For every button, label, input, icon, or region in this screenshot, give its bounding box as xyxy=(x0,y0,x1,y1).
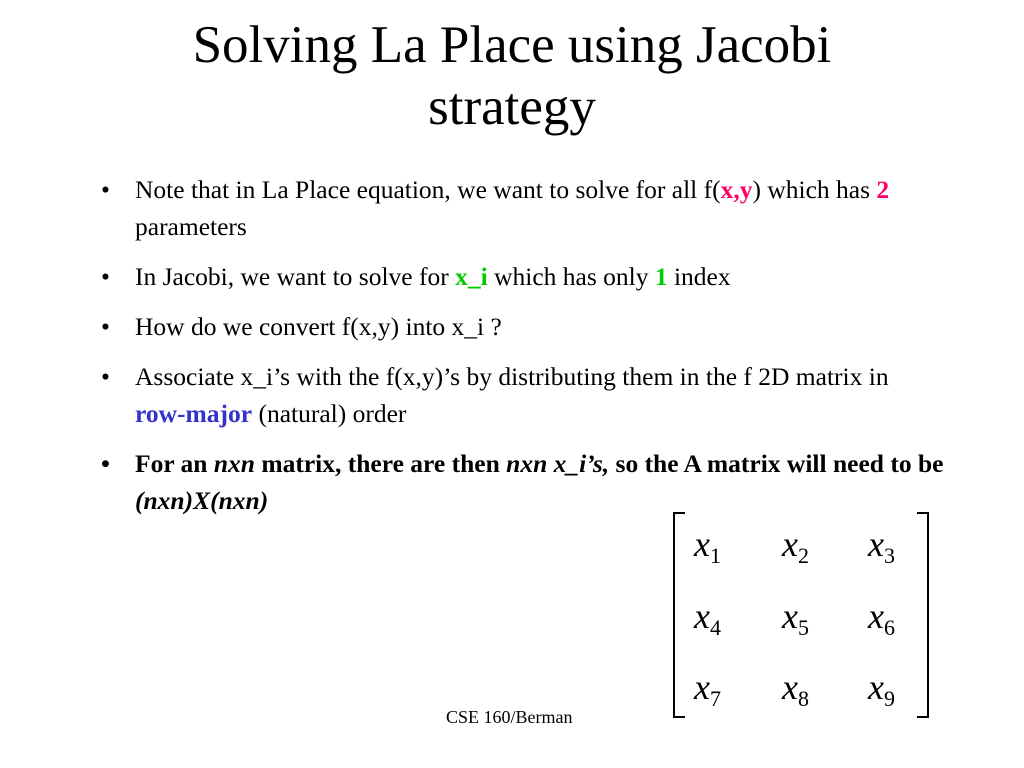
bullet-text: index xyxy=(667,262,731,291)
bullet-text: Note that in La Place equation, we want to solve for all f( xyxy=(135,175,721,204)
bullet-list xyxy=(95,171,945,532)
highlight-xi: x_i xyxy=(455,262,488,291)
bullet-text: ) which has xyxy=(752,175,877,204)
index-matrix xyxy=(672,512,930,718)
matrix-cell: $x_2$ xyxy=(782,524,809,568)
bullet-dot: • xyxy=(101,449,110,478)
bullet-text: parameters xyxy=(135,212,247,241)
emphasis-dimensions: (nxn)X(nxn) xyxy=(135,486,269,515)
bullet-item xyxy=(95,308,945,345)
matrix-cell: $x_6$ xyxy=(868,596,895,640)
highlight-row-major: row-major xyxy=(135,399,253,428)
right-bracket xyxy=(916,512,930,718)
highlight-xy: x,y xyxy=(720,175,753,204)
highlight-one: 1 xyxy=(654,262,668,291)
bullet-text: How do we convert f(x,y) into x_i ? xyxy=(135,312,502,341)
bullet-item xyxy=(95,171,945,245)
bullet-dot: • xyxy=(101,175,110,204)
bullet-text: (natural) order xyxy=(252,399,407,428)
title-line-2: strategy xyxy=(428,78,596,136)
slide-title xyxy=(0,14,1024,138)
bullet-text: so the A matrix will need to be xyxy=(609,449,944,478)
footer-text: CSE 160/Berman xyxy=(446,707,573,727)
matrix-cell: $x_4$ xyxy=(694,596,721,640)
matrix-cell: $x_8$ xyxy=(782,667,809,711)
bullet-text: matrix, there are then xyxy=(255,449,507,478)
matrix-cell: $x_7$ xyxy=(694,667,721,711)
matrix-cell: $x_1$ xyxy=(694,524,721,568)
emphasis-nxn-xi: nxn x_i’s, xyxy=(506,449,610,478)
matrix-cell: $x_3$ xyxy=(868,524,895,568)
bullet-item xyxy=(95,358,945,432)
bullet-text: Associate x_i’s with the f(x,y)’s by distributing them in the f 2D matrix in xyxy=(135,362,889,391)
bullet-dot: • xyxy=(101,262,110,291)
emphasis-nxn: nxn xyxy=(213,449,255,478)
highlight-two: 2 xyxy=(876,175,890,204)
bullet-dot: • xyxy=(101,312,110,341)
matrix-cell: $x_9$ xyxy=(868,667,895,711)
matrix-cell: $x_5$ xyxy=(782,596,809,640)
left-bracket xyxy=(672,512,686,718)
bullet-text: For an xyxy=(135,449,214,478)
bullet-item xyxy=(95,445,945,519)
bullet-text: In Jacobi, we want to solve for xyxy=(135,262,456,291)
title-line-1: Solving La Place using Jacobi xyxy=(192,16,832,74)
bullet-text: which has only xyxy=(487,262,655,291)
bullet-dot: • xyxy=(101,362,110,391)
bullet-item xyxy=(95,258,945,295)
